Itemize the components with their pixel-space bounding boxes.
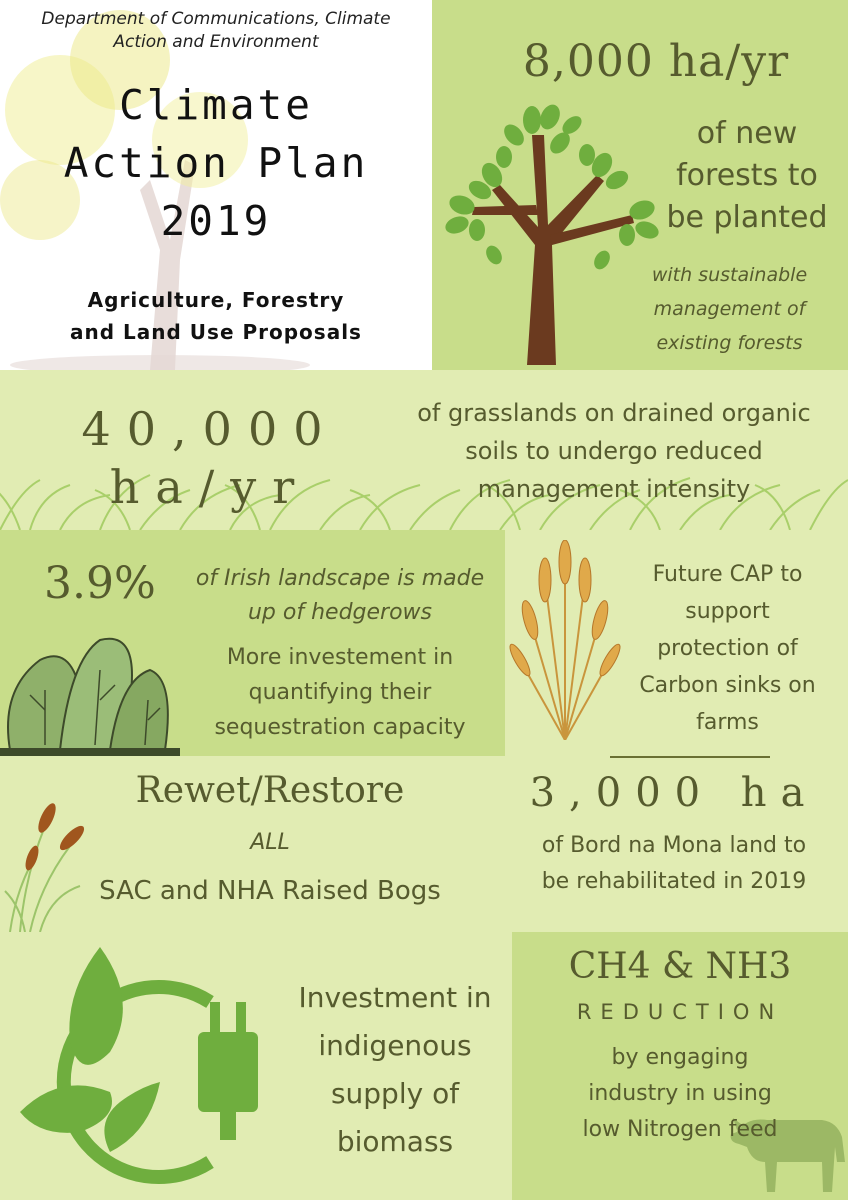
forest-subtext bbox=[622, 258, 837, 360]
cap-text-line: protection of bbox=[657, 636, 798, 661]
forest-headline: 8,000 ha/yr bbox=[522, 36, 790, 87]
forest-text-line: of new bbox=[696, 116, 798, 151]
forest-subtext-line: existing forests bbox=[656, 332, 803, 354]
biomass-panel bbox=[0, 932, 512, 1200]
subtitle-line: Agriculture, Forestry bbox=[87, 288, 345, 312]
reduction-label: REDUCTION bbox=[576, 1000, 784, 1024]
biomass-text bbox=[280, 974, 510, 1166]
grassland-text-line: management intensity bbox=[477, 475, 751, 503]
cap-panel bbox=[505, 530, 848, 756]
bord-na-mona-panel bbox=[500, 756, 848, 932]
hedgerow-text bbox=[195, 640, 485, 745]
cap-text-line: Future CAP to bbox=[652, 562, 803, 587]
hedgerow-text-line: quantifying their bbox=[248, 680, 432, 705]
title-line: Action Plan bbox=[63, 139, 369, 187]
hedgerow-panel bbox=[0, 530, 505, 756]
forest-subtext-line: management of bbox=[653, 298, 806, 320]
methane-text-line: by engaging bbox=[611, 1045, 749, 1070]
bord-na-mona-text-line: of Bord na Mona land to bbox=[541, 833, 807, 858]
grassland-headline-line: 40,000 bbox=[81, 402, 339, 456]
grassland-headline bbox=[40, 400, 380, 516]
wheat-icon bbox=[505, 540, 625, 740]
grassland-text-line: of grasslands on drained organic bbox=[417, 399, 811, 427]
bulrush-icon bbox=[0, 796, 90, 932]
divider-horizontal bbox=[610, 756, 770, 758]
grassland-text bbox=[380, 394, 848, 508]
cap-text-line: Carbon sinks on bbox=[639, 673, 816, 698]
title-line: 2019 bbox=[160, 197, 272, 245]
hedgerow-bush-icon bbox=[0, 630, 180, 756]
hedgerow-italic-line: of Irish landscape is made bbox=[195, 566, 485, 591]
bogs-all-label: ALL bbox=[250, 830, 290, 855]
forest-text bbox=[652, 113, 842, 239]
biomass-text-line: indigenous bbox=[318, 1029, 472, 1062]
methane-panel bbox=[512, 932, 848, 1200]
grassland-panel bbox=[0, 370, 848, 530]
forest-text-line: forests to bbox=[676, 158, 818, 193]
bogs-headline: Rewet/Restore bbox=[135, 770, 405, 811]
biomass-text-line: supply of bbox=[330, 1077, 460, 1110]
cap-text-line: support bbox=[685, 599, 770, 624]
bogs-text: SAC and NHA Raised Bogs bbox=[99, 876, 441, 906]
biomass-text-line: Investment in bbox=[298, 981, 492, 1014]
cap-text bbox=[615, 556, 840, 741]
methane-text-line: industry in using bbox=[588, 1081, 772, 1106]
methane-text bbox=[512, 1040, 848, 1148]
bogs-panel bbox=[0, 756, 500, 932]
methane-headline: CH4 & NH3 bbox=[568, 946, 792, 987]
bord-na-mona-text-line: be rehabilitated in 2019 bbox=[541, 869, 807, 894]
hedgerow-text-line: sequestration capacity bbox=[214, 715, 466, 740]
page-subtitle bbox=[0, 284, 432, 348]
hedgerow-headline: 3.9% bbox=[44, 558, 156, 609]
methane-text-line: low Nitrogen feed bbox=[582, 1117, 778, 1142]
page-title bbox=[0, 76, 432, 250]
hedgerow-italic-line: up of hedgerows bbox=[247, 600, 432, 625]
title-panel bbox=[0, 0, 432, 370]
bord-na-mona-text bbox=[500, 828, 848, 900]
title-line: Climate bbox=[119, 81, 313, 129]
hedgerow-italic-text bbox=[190, 562, 490, 630]
leaf-plug-icon bbox=[10, 942, 290, 1192]
forest-panel bbox=[432, 0, 848, 370]
grassland-headline-line: ha/yr bbox=[109, 460, 311, 514]
department-name: Department of Communications, Climate Action and Environment bbox=[41, 9, 391, 52]
cap-text-line: farms bbox=[696, 710, 759, 735]
bord-na-mona-headline: 3,000 ha bbox=[529, 770, 819, 816]
hedgerow-text-line: More investement in bbox=[226, 645, 454, 670]
biomass-text-line: biomass bbox=[336, 1125, 454, 1158]
subtitle-line: and Land Use Proposals bbox=[70, 320, 362, 344]
forest-text-line: be planted bbox=[666, 200, 828, 235]
grassland-text-line: soils to undergo reduced bbox=[465, 437, 763, 465]
forest-subtext-line: with sustainable bbox=[651, 264, 808, 286]
